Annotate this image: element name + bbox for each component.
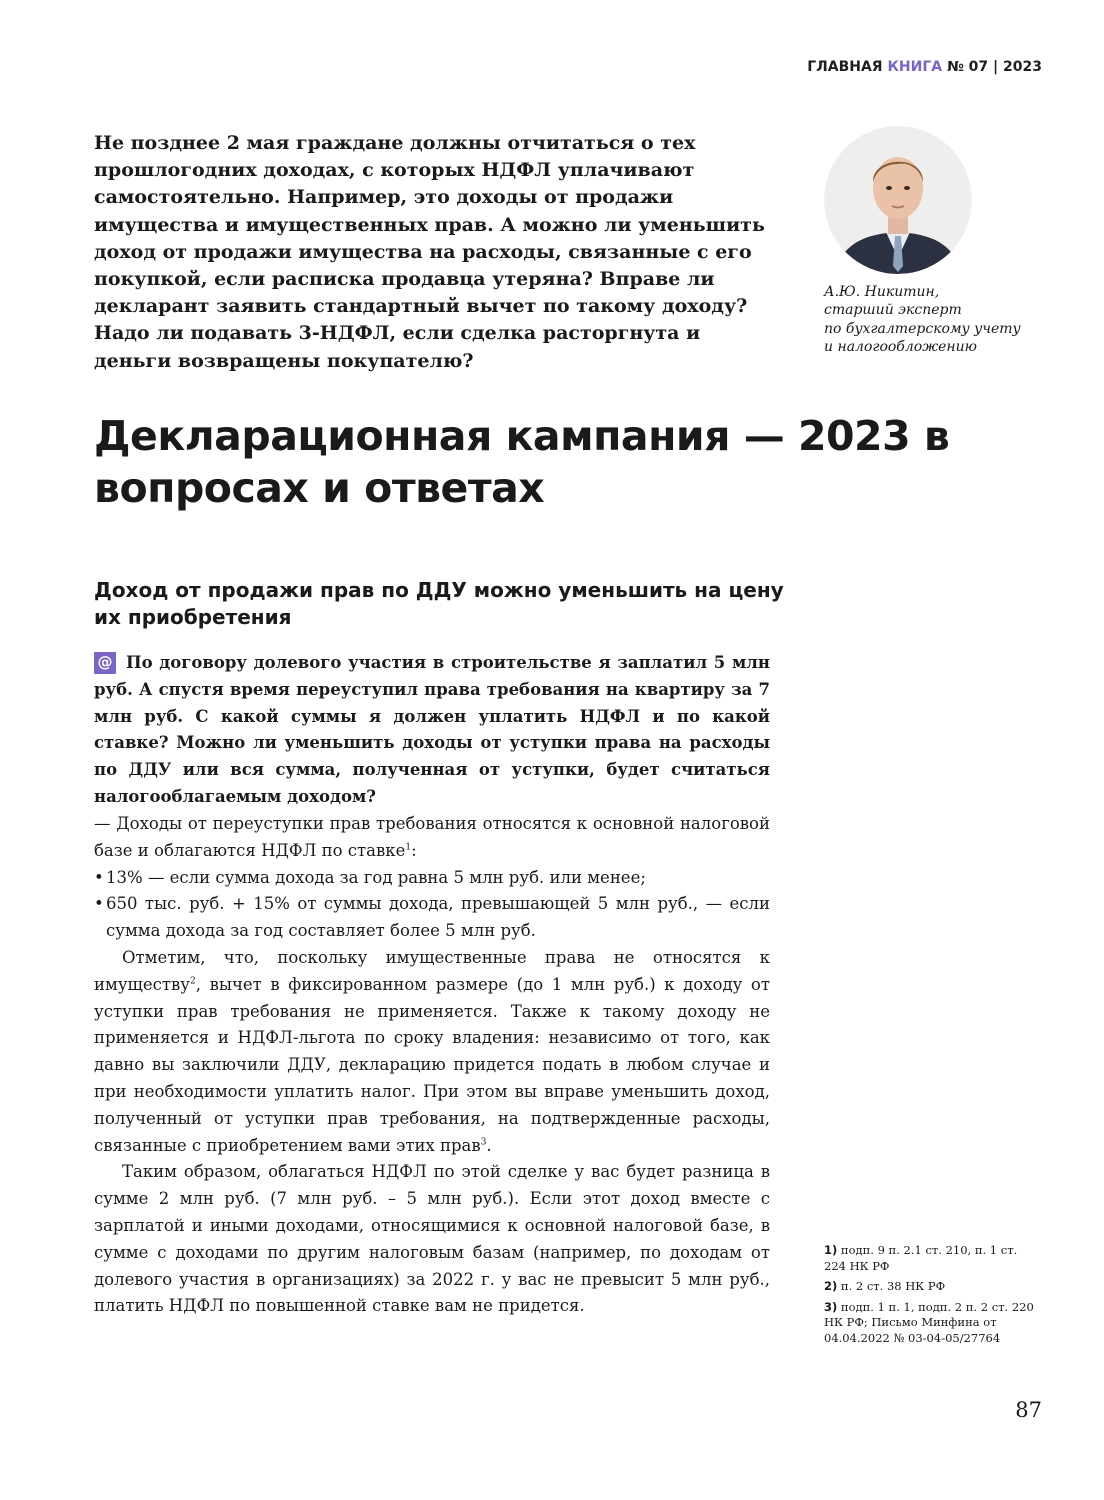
footnote-number: 3) — [824, 1299, 838, 1314]
footnote-ref: 2 — [190, 976, 196, 987]
footnote-text: подп. 1 п. 1, подп. 2 п. 2 ст. 220 НК РФ; Письмо Минфина от 04.04.2022 № 03-04-05/27764 — [824, 1299, 1034, 1345]
at-sign-icon: @ — [94, 652, 116, 674]
magazine-name: ГЛАВНАЯ — [807, 59, 883, 75]
author-caption — [824, 283, 1044, 357]
footnote-text: п. 2 ст. 38 НК РФ — [840, 1279, 946, 1294]
answer-paragraph: Таким образом, облагаться НДФЛ по этой сделке у вас будет разница в сумме 2 млн руб. (7 млн руб. – 5 млн руб.). Если этот доход вместе с зарплатой и иными доходами, относящимися к основной налоговой базе, в сумме с доходами по другим налоговым базам (например, по доходам от долевого участия в организациях) за 2022 г. у вас не превысит 5 млн руб., платить НДФЛ по повышенной ставке вам не придется. — [94, 1162, 770, 1316]
footnotes — [824, 1243, 1034, 1352]
footnote-ref: 1 — [405, 842, 412, 853]
lead-paragraph: Не позднее 2 мая граждане должны отчитаться о тех прошлогодних доходах, с которых НДФЛ уплачивают самостоятельно. Например, это доходы от продажи имущества и имущественных прав. А можно ли уменьшить доход от продажи имущества на расходы, связанные с его покупкой, если расписка продавца утеряна? Вправе ли декларант заявить стандартный вычет по такому доходу? Надо ли подавать 3-НДФЛ, если сделка расторгнута и деньги возвращены покупателю? — [94, 132, 765, 372]
answer-paragraph — [94, 945, 770, 1159]
footnote-text: подп. 9 п. 2.1 ст. 210, п. 1 ст. 224 НК РФ — [824, 1243, 1018, 1273]
article-title: Декларационная кампания — 2023 в вопросах и ответах — [94, 412, 950, 512]
footnote — [824, 1279, 1034, 1295]
author-name: А.Ю. Никитин, — [824, 284, 940, 300]
answer-intro — [94, 811, 770, 865]
question-text: По договору долевого участия в строительстве я заплатил 5 млн руб. А спустя время переуступил права требования на квартиру за 7 млн руб. С какой суммы я должен уплатить НДФЛ и по какой ставке? Можно ли уменьшить доходы от уступки права на расходы по ДДУ или вся сумма, полученная от уступки, будет считаться налогооблагаемым доходом? — [94, 653, 770, 806]
footnote-ref: 3 — [480, 1137, 487, 1148]
list-item: • 650 тыс. руб. + 15% от суммы дохода, превышающей 5 млн руб., — если сумма дохода за год составляет более 5 млн руб. — [94, 891, 770, 945]
answer-intro-end: : — [411, 840, 417, 860]
paragraph-end: . — [486, 1135, 492, 1155]
answer-intro-text: — Доходы от переуступки прав требования относятся к основной налоговой базе и облагаются НДФЛ по ставке — [94, 814, 770, 860]
footnote — [824, 1243, 1034, 1274]
section-heading: Доход от продажи прав по ДДУ можно уменьшить на цену их приобретения — [94, 578, 784, 629]
answer-body — [94, 811, 770, 1320]
author-photo — [824, 126, 972, 274]
footnote — [824, 1300, 1034, 1347]
paragraph-text: , вычет в фиксированном размере (до 1 млн руб.) к доходу от уступки прав требования не применяется. Также к такому доходу не применяется и НДФЛ-льгота по сроку владения: независимо от того, как давно вы заключили ДДУ, декларацию придется подать в любом случае и при необходимости уплатить налог. При этом вы вправе уменьшить доход, полученный от уступки прав требования, на подтвержденные расходы, связанные с приобретением вами этих прав — [94, 974, 770, 1155]
magazine-name-accent: КНИГА — [887, 59, 943, 75]
reader-question — [94, 650, 770, 811]
issue-number: № 07 | 2023 — [946, 59, 1042, 75]
footnote-number: 2) — [824, 1279, 838, 1294]
paragraph-text: Отметим, что, поскольку имущественные права не относятся к имуществу — [94, 947, 770, 994]
author-role-line: старший эксперт — [824, 302, 962, 319]
list-item: • 13% — если сумма дохода за год равна 5 млн руб. или менее; — [94, 865, 770, 892]
author-role-line: по бухгалтерскому учету — [824, 320, 1021, 337]
tax-rate-list — [94, 865, 770, 945]
page-number: 87 — [1015, 1398, 1042, 1422]
footnote-number: 1) — [824, 1243, 838, 1257]
author-role-line: и налогообложению — [824, 339, 977, 356]
running-header — [807, 59, 1042, 75]
